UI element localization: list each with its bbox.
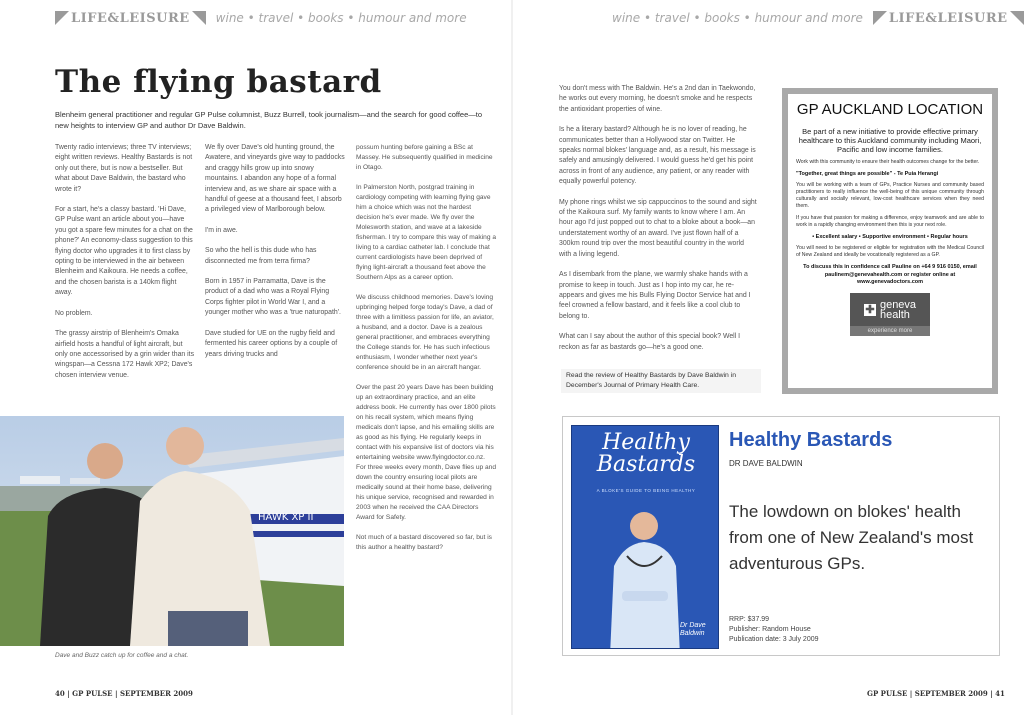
brand-triangle-right-icon <box>1010 11 1024 25</box>
paragraph: Is he a literary bastard? Although he is no lover of reading, he communicates better than a Hollywood star on Twitter. He speaks normal blokes' language and, as a result, his message is safely and amusingly delivered. I would guess he'd get his point across in front of any audience, any patient, or any reader with equally powerful potency. <box>559 126 756 186</box>
paragraph: Over the past 20 years Dave has been building up an extraordinary practice, and an elite address book. He currently has over 1800 pilots on his recall system, which means flying medicals don't lapse, and his emailing skills are as good as his flying. He regularly keeps in contact with his expansive list of doctors via his entertaining website www.flyingdoctor.co.nz. For three weeks every month, Dave flies up and down the country ensuring local pilots are medically sound at their home base, delivering his unique service, recognised and rewarded in 2003 when he received the CAA Directors Award for Safety. <box>356 384 497 521</box>
section-brand <box>55 11 206 26</box>
ad-paragraph: You will need to be registered or eligible for registration with the Medical Council of New Zealand and ideally be vocationally registered as a GP. <box>796 245 984 258</box>
logo-tagline: experience more <box>850 326 930 336</box>
header-tagline: wine • travel • books • humour and more <box>215 11 467 25</box>
paragraph: My phone rings whilst we sip cappuccinos to the sound and sight of the Kaikoura surf. My family wants to know where I am. An hour ago I'd just popped out to chat to a bloke about a book—an understatement worthy of an award. I've just flown half of a 300km round trip over the most beautiful country in the world with a living legend. <box>559 198 757 258</box>
article-standfirst: Blenheim general practitioner and regular GP Pulse columnist, Buzz Burrell, took journalism—and the search for good coffee—to new heights to interview GP and author Dr Dave Baldwin. <box>55 110 483 130</box>
paragraph: Born in 1957 in Parramatta, Dave is the product of a dad who was a Royal Flying Corps fighter pilot in World War I, and a younger mother who was a 'true naturopath'. <box>205 278 341 317</box>
paragraph: I'm in awe. <box>205 226 238 234</box>
article-column-2 <box>205 143 345 370</box>
book-cover-subtitle: A BLOKE'S GUIDE TO BEING HEALTHY <box>596 488 696 493</box>
paragraph: Twenty radio interviews; three TV interviews; eight written reviews. Healthy Bastards is not only out there, but is now a bestseller. But what about Dave Baldwin, the bastard who wrote it? <box>55 144 193 193</box>
brand-triangle-right-icon <box>192 11 206 25</box>
ad-paragraph: Work with this community to ensure their health outcomes change for the better. <box>796 159 980 165</box>
geneva-logo-text <box>880 300 916 320</box>
ad-paragraph: You will be working with a team of GPs, Practice Nurses and community based practitioners to really influence the well-being of this unique community through culturally and socially relevant, low-cost healthcare services when they need them. <box>796 182 984 209</box>
book-author: DR DAVE BALDWIN <box>729 459 803 468</box>
ad-benefits: • Excellent salary • Supportive environment • Regular hours <box>812 234 968 240</box>
ad-lead: Be part of a new initiative to provide effective primary healthcare to this Auckland community including Maori, Pacific and low income families. <box>798 127 982 154</box>
paragraph: Not much of a bastard discovered so far, but is this author a healthy bastard? <box>356 534 492 551</box>
article-column-1 <box>55 143 195 391</box>
ad-content <box>788 94 992 388</box>
cover-author-line: Dr Dave <box>680 622 706 629</box>
paragraph: As I disembark from the plane, we warmly shake hands with a promise to keep in touch. Just as I hop into my car, he re-appears and gives me his Bulls Flying Doctor Service hat and I feel crowned a fellow bastard, and it feels like a cool club to belong to. <box>559 271 751 320</box>
paragraph: For a start, he's a classy bastard. 'Hi Dave, GP Pulse want an article about you—have you got a spare few minutes for a chat on the phone?' An economy-class suggestion to this flying doctor who upgrades it to first class by opting to be interviewed in the air between Blenheim and Kaikoura. He needs a coffee, and the chosen barista is a 140km flight away. <box>55 206 193 297</box>
paragraph: possum hunting before gaining a BSc at Massey. He subsequently qualified in medicine in Otago. <box>356 144 493 171</box>
book-publisher: Publisher: Random House <box>729 626 811 633</box>
article-column-4 <box>559 84 757 363</box>
right-header <box>612 8 1024 28</box>
photo-caption: Dave and Buzz catch up for coffee and a chat. <box>55 652 189 659</box>
paragraph: No problem. <box>55 309 93 317</box>
book-cover-title: Healthy Bastards <box>596 430 696 477</box>
paragraph: So who the hell is this dude who has disconnected me from terra firma? <box>205 247 317 265</box>
cover-author-line: Baldwin <box>680 630 705 637</box>
book-cover <box>571 425 719 649</box>
review-note: Read the review of Healthy Bastards by Dave Baldwin in December's Journal of Primary Health Care. <box>561 369 761 393</box>
header-tagline: wine • travel • books • humour and more <box>612 11 863 25</box>
logo-word-geneva: geneva <box>879 298 917 311</box>
logo-word-health: health <box>879 308 910 321</box>
paragraph: Dave studied for UE on the rugby field and fermented his career options by a couple of years driving trucks and <box>205 329 338 358</box>
paragraph: You don't mess with The Baldwin. He's a 2nd dan in Taekwondo, he works out every morning, he doesn't smoke and he respects the antioxidant properties of wine. <box>559 85 756 113</box>
ad-paragraph: If you have that passion for making a difference, enjoy teamwork and are able to work in a rapidly changing environment then this is your next role. <box>796 215 984 228</box>
brand-triangle-left-icon <box>55 11 69 25</box>
paragraph: The grassy airstrip of Blenheim's Omaka airfield hosts a handful of light aircraft, but only one accessorised by a grin wider than its wingspan—a Cessna 172 Hawk XP2; Dave's chosen interview venue. <box>55 330 195 379</box>
footer-left: 40 | GP PULSE | SEPTEMBER 2009 <box>55 689 193 698</box>
brand-triangle-left-icon <box>873 11 887 25</box>
brand-text: LIFE&LEISURE <box>888 10 1008 26</box>
medical-cross-icon: ✚ <box>865 303 875 316</box>
brand-text: LIFE&LEISURE <box>71 10 190 26</box>
geneva-health-logo <box>850 293 930 334</box>
book-promo <box>562 416 1000 656</box>
section-brand <box>873 11 1024 26</box>
paragraph: We discuss childhood memories. Dave's loving upbringing helped forge today's Dave, a dad of three with a limitless passion for life, an aviator, a husband, and a doctor. Dave is a zealous general practitioner, and embraces everything the College stands for. He has such infectious enthusiasm, I wonder whether next year's conference should be in an aircraft hangar. <box>356 294 494 371</box>
photo-illustration <box>0 416 344 646</box>
book-blurb: The lowdown on blokes' health from one of New Zealand's most adventurous GPs. <box>729 502 974 573</box>
paragraph: We fly over Dave's old hunting ground, the Awatere, and vineyards give way to paddocks and craggy hills grow up into snowy mountains. I abandon any hope of a formal interview and, as we share air space with a handful of geese at a thousand feet, I absorb a privileged view of Marlborough below. <box>205 144 345 214</box>
gp-auckland-ad <box>782 88 998 394</box>
article-column-3 <box>356 143 496 563</box>
book-price: RRP: $37.99 <box>729 616 770 623</box>
article-title: The flying bastard <box>55 64 382 100</box>
book-title: Healthy Bastards <box>729 429 893 451</box>
ad-contact: To discuss this in confidence call Pauline on +64 9 916 0150, email paulinem@genevahealth.com or register online at www.genevadoctors.com <box>803 264 977 285</box>
ad-title: GP AUCKLAND LOCATION <box>796 101 984 118</box>
paragraph: What can I say about the author of this special book? Well I reckon as far as bastards go—he's a good one. <box>559 333 741 351</box>
footer-right: GP PULSE | SEPTEMBER 2009 | 41 <box>867 689 1005 698</box>
paragraph: In Palmerston North, postgrad training in cardiology competing with learning flying gave him a choice which was not the hardest decision he's ever made. We fly over the Molesworth station, and wave at a lakeside fisherman. I try to compare this way of making a living to a cardiac catheter lab. I conclude that current cardiologists have been deprived of flying light-aircraft a thousand feet above the Southern Alps as a career option. <box>356 184 496 281</box>
photo-dave-and-buzz <box>0 416 344 646</box>
ad-quote: "Together, great things are possible" - Te Puia Herangi <box>796 171 939 177</box>
plane-marking: HAWK XP II <box>258 512 314 523</box>
book-cover-author <box>680 622 706 638</box>
left-header <box>55 8 467 28</box>
book-pubdate: Publication date: 3 July 2009 <box>729 636 819 643</box>
book-details <box>729 615 819 645</box>
